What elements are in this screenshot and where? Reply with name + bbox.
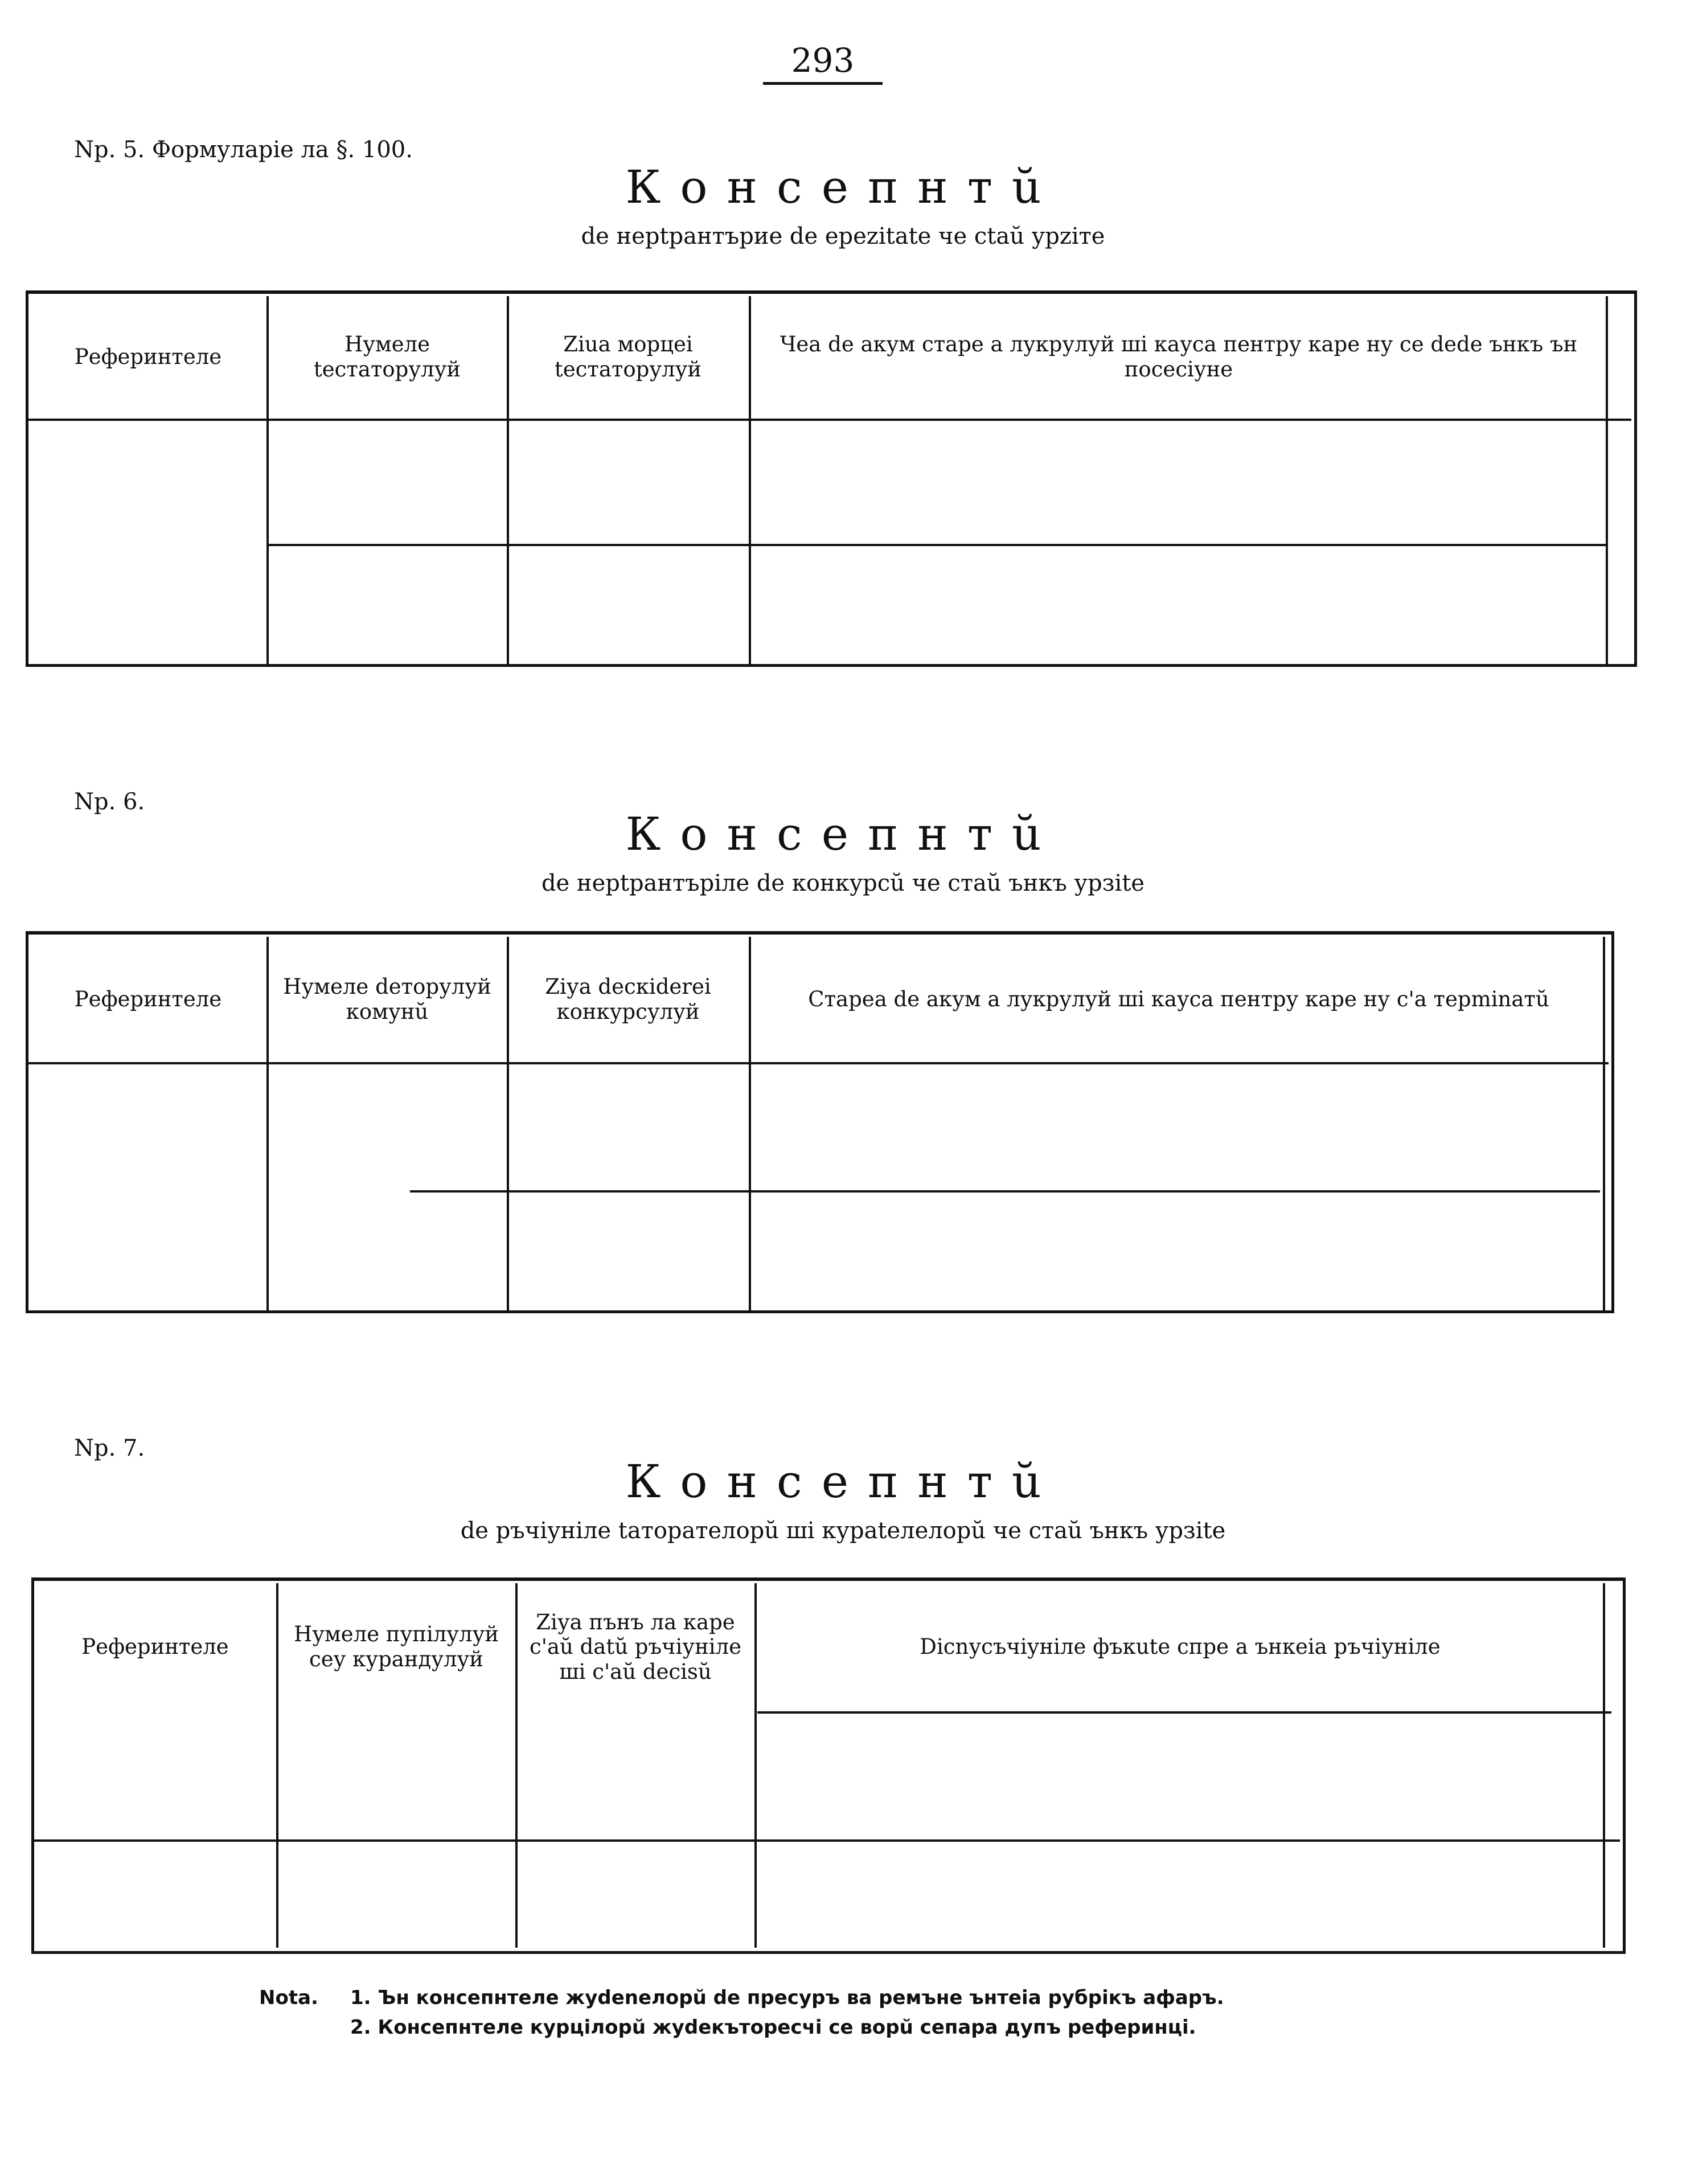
table-column-rule (507, 296, 509, 666)
table-column-rule (1606, 296, 1608, 666)
form-reference: Nр. 7. (74, 1435, 145, 1461)
table-row-rule (410, 1190, 1600, 1193)
column-header: Ziuа морцеі tестаторулуй (554, 332, 702, 382)
form-title: Консепнтŭ (625, 161, 1061, 214)
table-column-rule (266, 296, 269, 666)
form-subtitle: de нерtрантъріле de конкурсŭ че стаŭ ънкъ урзite (541, 870, 1145, 896)
note-item: 1. Ън консепнтеле жуdеnелорŭ de пресуръ ва ремъне ънтеіа рубрікъ афаръ. (350, 1986, 1224, 2009)
column-header: Нумеле dеторулуй комунŭ (283, 974, 491, 1024)
column-header: Реферинтеле (81, 1634, 229, 1659)
table-column-rule (507, 937, 509, 1313)
form-subtitle: de нерtрантърие de ерezitate че сtаŭ урziте (581, 223, 1105, 249)
form-subtitle: de ръчіуніле tаторателорŭ ші кураtелелорŭ че стаŭ ънкъ урзite (460, 1518, 1226, 1544)
column-header: Старea de акум а лукрулуй ші кауса пентру каре ну с'а терminатŭ (808, 986, 1549, 1011)
table-column-rule (266, 937, 269, 1313)
column-header: Ziуа dескiderеі конкурсулуй (545, 974, 711, 1024)
form-title: Консепнтŭ (625, 808, 1061, 861)
table-column-rule (749, 937, 751, 1313)
column-header: Dісnусъчіуніле фъкute спре а ънкеіа ръчіуніле (920, 1634, 1441, 1659)
note-label: Nota. (259, 1986, 318, 2009)
form-reference: Nр. 5. Формуларіе ла §. 100. (74, 137, 413, 163)
table-column-rule (276, 1583, 278, 1948)
table-column-rule (515, 1583, 518, 1948)
table-column-rule (754, 1583, 757, 1948)
table-header-rule (28, 419, 1631, 421)
column-header: Чеа de акум старе а лукрулуй ші кауса пентру каре ну се dede ънкъ ън посесіуне (780, 332, 1578, 382)
note-item: 2. Консепнтеле курцілорŭ жуdекъторесчі се ворŭ сепара дупъ реферинці. (350, 2016, 1196, 2039)
table-column-rule (1603, 1583, 1605, 1948)
form-title: Консепнтŭ (625, 1455, 1061, 1508)
table-column-rule (1603, 937, 1605, 1313)
column-header: Нумеле tестаторулуй (313, 332, 461, 382)
column-header: Нумеле пупілулуй сеу курандулуй (293, 1622, 499, 1671)
table-header-rule (757, 1711, 1611, 1714)
table-row-rule (34, 1839, 1620, 1842)
table-header-rule (28, 1062, 1609, 1064)
page-number: 293 (763, 41, 883, 85)
column-header: Ziуа пънъ ла каре с'аŭ datŭ ръчіуніле ші с'аŭ decisŭ (530, 1609, 741, 1684)
table-row-rule (268, 544, 1606, 546)
form-reference: Nр. 6. (74, 789, 145, 815)
column-header: Реферинтеле (74, 986, 222, 1011)
column-header: Реферинтеле (74, 345, 222, 370)
table-column-rule (749, 296, 751, 666)
